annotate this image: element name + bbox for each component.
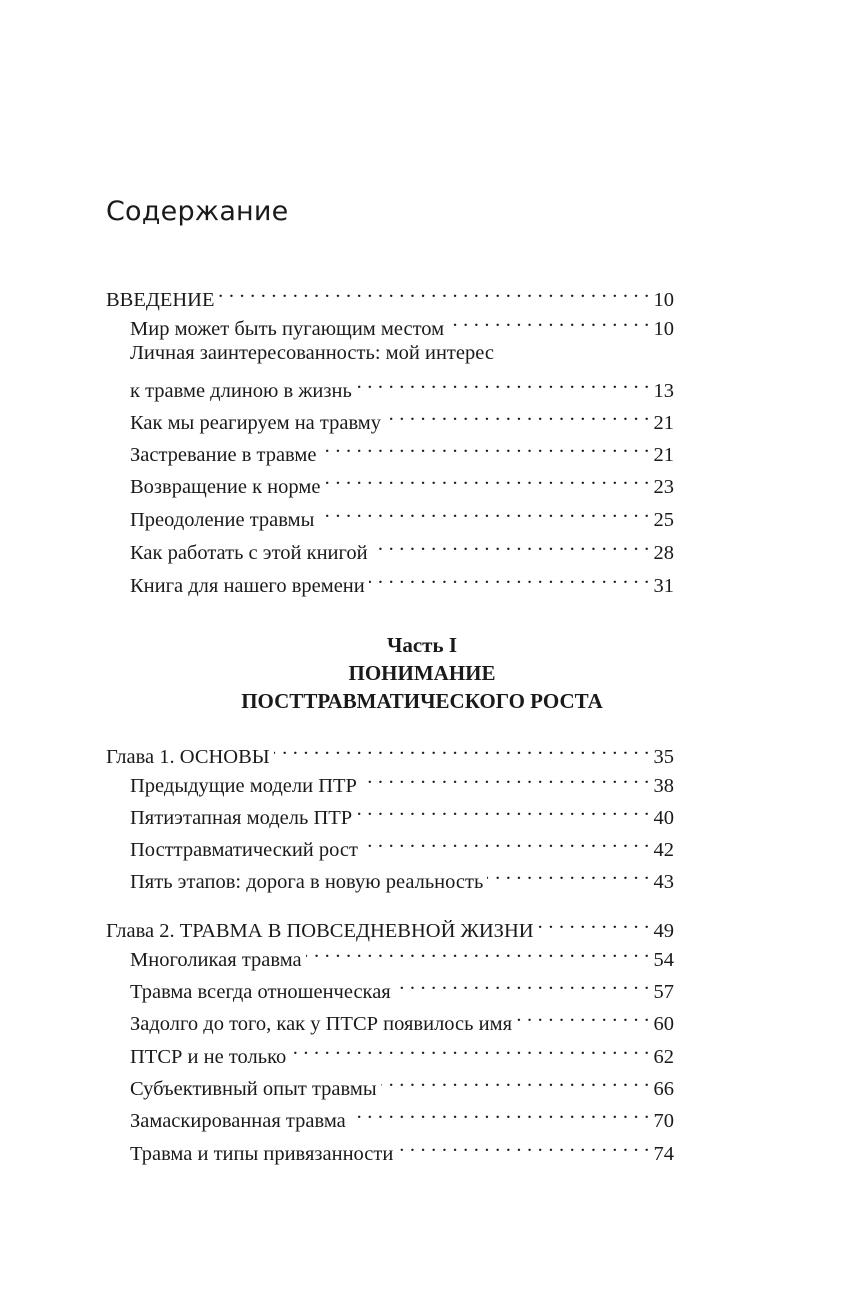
toc-entry-title: Возвращение к норме bbox=[130, 476, 321, 498]
toc-subentry[interactable] bbox=[130, 794, 674, 829]
toc-entry-title: Как мы реагируем на травму bbox=[130, 412, 381, 434]
toc-entry-title: Пятиэтапная модель ПТР bbox=[130, 807, 353, 829]
toc-leader-dots bbox=[487, 858, 649, 888]
toc-subentry[interactable] bbox=[130, 1065, 674, 1100]
toc-leader-dots bbox=[356, 367, 650, 397]
toc-leader-dots bbox=[350, 1097, 650, 1127]
toc-page-number: 35 bbox=[653, 746, 674, 768]
toc-entry-title: Глава 2. ТРАВМА В ПОВСЕДНЕВНОЙ ЖИЗНИ bbox=[106, 920, 534, 942]
toc-subentry[interactable] bbox=[130, 1097, 674, 1132]
toc-subentry[interactable] bbox=[130, 529, 674, 564]
toc-page-number: 60 bbox=[653, 1013, 674, 1035]
toc-subentry[interactable] bbox=[130, 1033, 674, 1068]
toc-subentry[interactable] bbox=[130, 968, 674, 1003]
toc-leader-dots bbox=[219, 276, 650, 306]
toc-leader-dots bbox=[290, 1033, 649, 1063]
toc-entry-chapter-1[interactable] bbox=[106, 733, 674, 768]
toc-entry-title: Пять этапов: дорога в новую реальность bbox=[130, 871, 484, 893]
toc-page-number: 49 bbox=[653, 920, 674, 942]
toc-page-number: 57 bbox=[653, 981, 674, 1003]
toc-leader-dots bbox=[516, 1000, 649, 1030]
toc-leader-dots bbox=[538, 907, 650, 937]
toc-subentry[interactable] bbox=[130, 463, 674, 498]
toc-leader-dots bbox=[318, 496, 649, 526]
page-title: Содержание bbox=[106, 196, 289, 227]
toc-subentry[interactable] bbox=[130, 399, 674, 434]
toc-leader-dots bbox=[448, 305, 649, 335]
toc-entry-title-line2: к травме длиною в жизнь bbox=[130, 380, 352, 402]
toc-page-number: 74 bbox=[653, 1143, 674, 1165]
toc-subentry[interactable] bbox=[130, 305, 674, 340]
part-title-line1: ПОНИМАНИЕ bbox=[348, 661, 496, 685]
toc-leader-dots bbox=[306, 936, 650, 966]
toc-leader-dots bbox=[372, 529, 650, 559]
toc-page-number: 38 bbox=[653, 775, 674, 797]
toc-entry-title: ВВЕДЕНИЕ bbox=[106, 289, 215, 311]
toc-subentry[interactable] bbox=[130, 826, 674, 861]
toc-leader-dots bbox=[320, 431, 649, 461]
toc-subentry[interactable] bbox=[130, 1000, 674, 1035]
part-label: Часть I bbox=[386, 633, 458, 657]
toc-entry-title: Преодоление травмы bbox=[130, 509, 315, 531]
toc-page-number: 62 bbox=[653, 1046, 674, 1068]
toc-page-number: 42 bbox=[653, 839, 674, 861]
toc-page-number: 21 bbox=[653, 412, 674, 434]
toc-subentry[interactable] bbox=[130, 1130, 674, 1165]
toc-page-number: 43 bbox=[653, 871, 674, 893]
toc-leader-dots bbox=[362, 826, 650, 856]
toc-entry-title: Книга для нашего времени bbox=[130, 575, 365, 597]
toc-subentry[interactable] bbox=[130, 562, 674, 597]
toc-subentry[interactable] bbox=[130, 936, 674, 971]
toc-page-number: 54 bbox=[653, 949, 674, 971]
toc-entry-title: Застревание в травме bbox=[130, 444, 317, 466]
toc-entry-title: Травма и типы привязанности bbox=[130, 1143, 394, 1165]
toc-leader-dots bbox=[369, 562, 650, 592]
toc-subentry[interactable] bbox=[130, 858, 674, 893]
toc-entry-title: Травма всегда отношенческая bbox=[130, 981, 391, 1003]
toc-entry-title-line1: Личная заинтересованность: мой интерес bbox=[130, 342, 494, 364]
toc-subentry[interactable] bbox=[130, 367, 674, 402]
toc-page-number: 40 bbox=[653, 807, 674, 829]
toc-leader-dots bbox=[381, 1065, 650, 1095]
toc-page-number: 25 bbox=[653, 509, 674, 531]
toc-page-number: 70 bbox=[653, 1110, 674, 1132]
toc-entry-title: Глава 1. ОСНОВЫ bbox=[106, 746, 270, 768]
toc-page-number: 66 bbox=[653, 1078, 674, 1100]
toc-leader-dots bbox=[385, 399, 650, 429]
toc-entry-title: ПТСР и не только bbox=[130, 1046, 287, 1068]
toc-entry-title: Субъективный опыт травмы bbox=[130, 1078, 377, 1100]
toc-entry-title: Мир может быть пугающим местом bbox=[130, 318, 445, 340]
toc-page-number: 21 bbox=[653, 444, 674, 466]
toc-entry-chapter-2[interactable] bbox=[106, 907, 674, 942]
toc-entry-title: Как работать с этой книгой bbox=[130, 542, 368, 564]
toc-page-number: 23 bbox=[653, 476, 674, 498]
toc-page-number: 10 bbox=[653, 289, 674, 311]
toc-entry-title: Задолго до того, как у ПТСР появилось имя bbox=[130, 1013, 513, 1035]
toc-entry-title: Многоликая травма bbox=[130, 949, 302, 971]
toc-leader-dots bbox=[324, 463, 649, 493]
toc-subentry[interactable] bbox=[130, 431, 674, 466]
toc-page-number: 13 bbox=[653, 380, 674, 402]
toc-entry-title: Замаскированная травма bbox=[130, 1110, 346, 1132]
toc-entry-intro[interactable] bbox=[106, 276, 674, 311]
toc-subentry[interactable] bbox=[130, 762, 674, 797]
toc-entry-title: Посттравматический рост bbox=[130, 839, 358, 861]
toc-page-number: 10 bbox=[653, 318, 674, 340]
toc-leader-dots bbox=[397, 1130, 649, 1160]
toc-page-number: 31 bbox=[653, 575, 674, 597]
toc-page-number: 28 bbox=[653, 542, 674, 564]
toc-leader-dots bbox=[356, 794, 649, 824]
part-title-line2: ПОСТТРАВМАТИЧЕСКОГО РОСТА bbox=[241, 689, 603, 713]
toc-entry-title: Предыдущие модели ПТР bbox=[130, 775, 357, 797]
toc-leader-dots bbox=[395, 968, 650, 998]
toc-leader-dots bbox=[274, 733, 650, 763]
toc-subentry[interactable] bbox=[130, 496, 674, 531]
toc-leader-dots bbox=[361, 762, 650, 792]
